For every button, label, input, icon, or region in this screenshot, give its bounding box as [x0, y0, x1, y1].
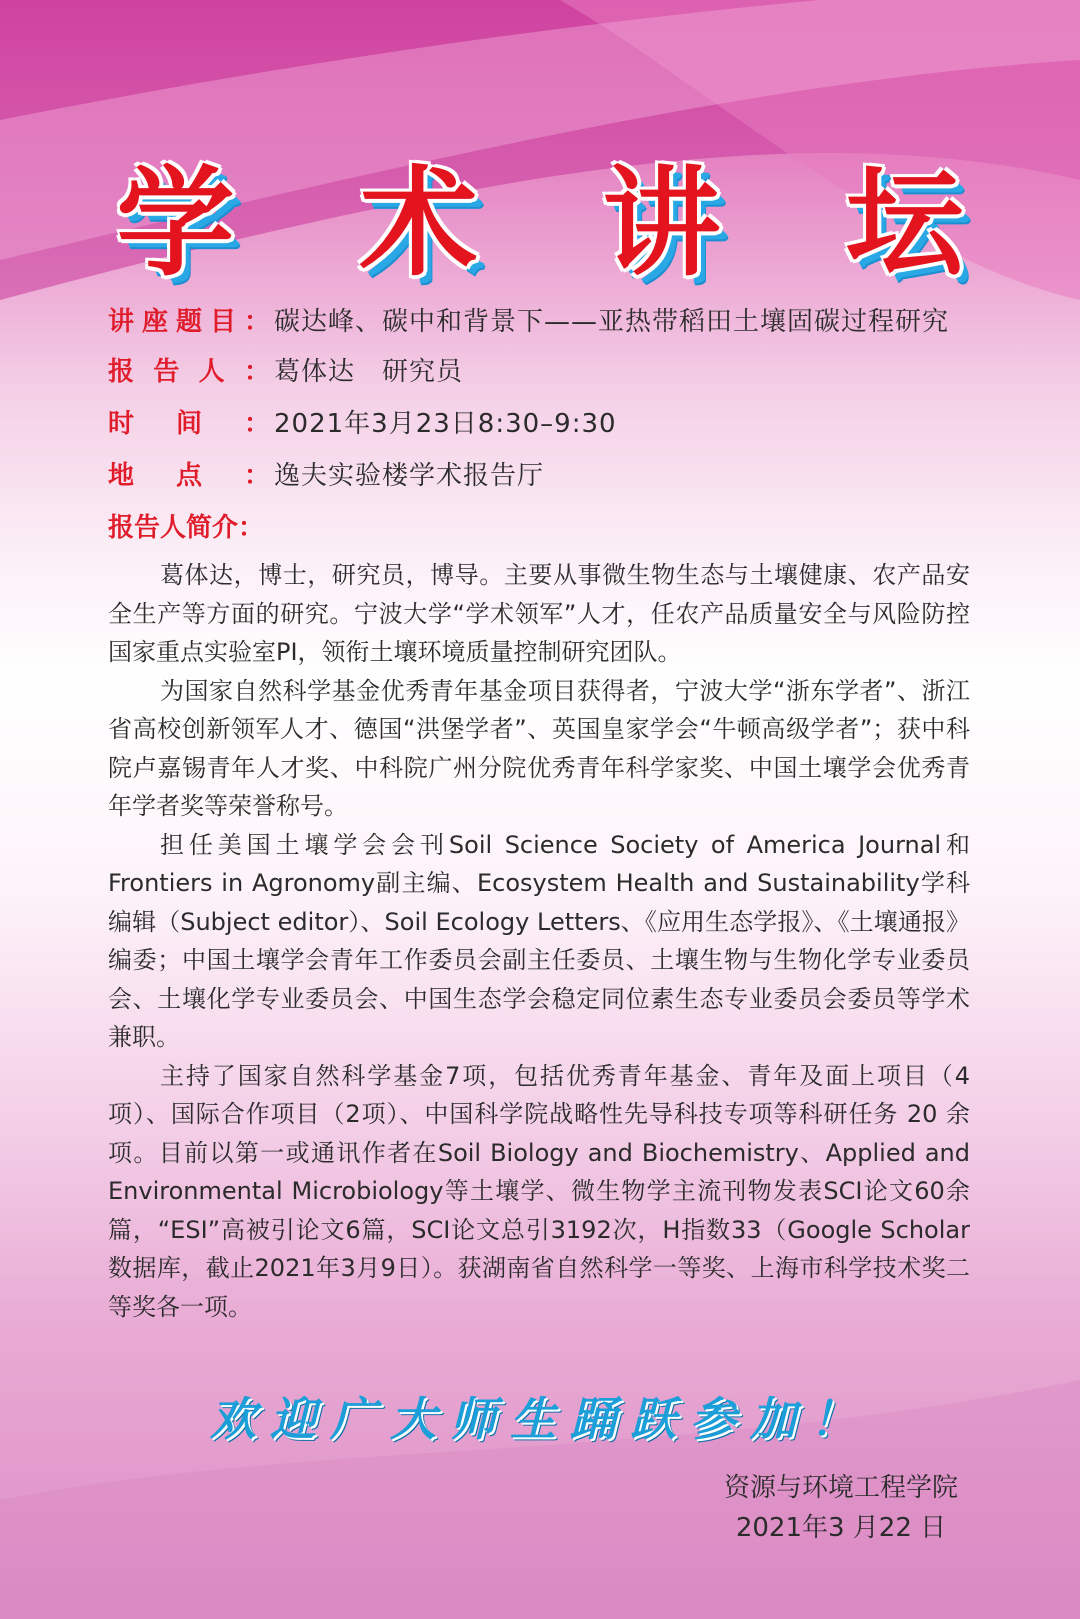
info-value-location: 逸夫实验楼学术报告厅: [274, 461, 545, 491]
organizer-block: [724, 1468, 958, 1548]
bio-paragraph: 主持了国家自然科学基金7项，包括优秀青年基金、青年及面上项目（4项）、国际合作项目（2项）、中国科学院战略性先导科技专项等科研任务 20 余项。目前以第一或通讯作者在Soil Biology and Biochemistry、Applied and Environmental Microbiology等土壤学、微生物学主流刊物发表SCI论文60余篇，“ESI”高被引论文6篇，SCI论文总引3192次，H指数33（Google Scholar数据库，截止2021年3月9日）。获湖南省自然科学一等奖、上海市科学技术奖二等奖各一项。: [108, 1061, 970, 1321]
bio-paragraph: 担任美国土壤学会会刊Soil Science Society of America Journal和Frontiers in Agronomy副主编、Ecosystem Health and Sustainability学科编辑（Subject editor）、Soil Ecology Letters、《应用生态学报》、《土壤通报》编委；中国土壤学会青年工作委员会副主任委员、土壤生物与生物化学专业委员会、土壤化学专业委员会、中国生态学会稳定同位素生态专业委员会委员等学术兼职。: [108, 830, 970, 1051]
info-row-topic: [108, 302, 949, 342]
info-row-speaker: [108, 352, 463, 392]
info-value-topic: 碳达峰、碳中和背景下——亚热带稻田土壤固碳过程研究: [274, 307, 950, 337]
bio-heading: 报告人简介：: [108, 513, 265, 543]
organizer-name: 资源与环境工程学院: [723, 1473, 958, 1503]
info-label-speaker: 报告人：: [108, 357, 270, 387]
welcome-slogan: 欢迎广大师生踊跃参加！: [210, 1392, 870, 1446]
bio-paragraph: 葛体达，博士，研究员，博导。主要从事微生物生态与土壤健康、农产品安全生产等方面的研究。宁波大学“学术领军”人才，任农产品质量安全与风险防控国家重点实验室PI，领衔土壤环境质量控制研究团队。: [108, 561, 970, 666]
bio-text: [108, 556, 970, 1326]
info-label-location: 地点：: [108, 461, 270, 491]
bio-paragraph: 为国家自然科学基金优秀青年基金项目获得者，宁波大学“浙东学者”、浙江省高校创新领军人才、德国“洪堡学者”、英国皇家学会“牛顿高级学者”；获中科院卢嘉锡青年人才奖、中科院广州分院优秀青年科学家奖、中国土壤学会优秀青年学者奖等荣誉称号。: [108, 676, 970, 820]
info-value-speaker: 葛体达 研究员: [274, 357, 464, 387]
info-row-time: [108, 404, 617, 444]
poster-title: 学 术 讲 坛: [116, 154, 1006, 292]
organizer-date: 2021年3 月22 日: [735, 1513, 947, 1543]
info-value-time: 2021年3月23日8:30–9:30: [274, 409, 617, 439]
info-row-location: [108, 456, 544, 496]
info-label-topic: 讲座题目：: [108, 307, 270, 337]
info-label-time: 时间：: [108, 409, 270, 439]
